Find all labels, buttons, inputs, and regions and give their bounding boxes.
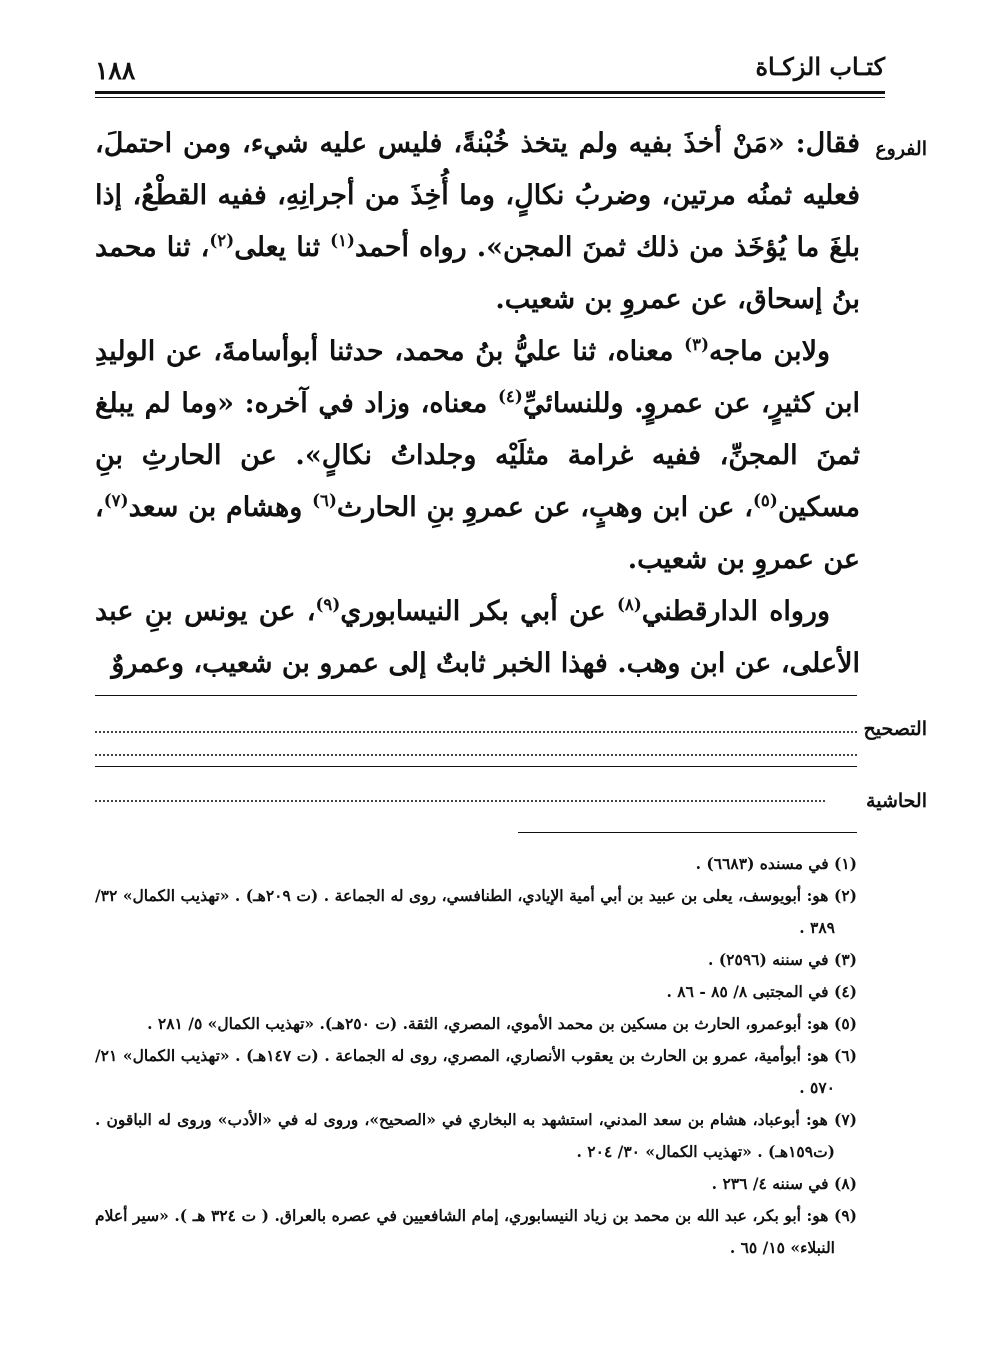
footnote-7: (٧) هو: أبوعباد، هشام بن سعد المدني، استشهد به البخاري في «الصحيح»، وروى له في «الأدب» وروى له الباقون . (ت١٥٩هـ) . «تهذيب الكمال» ٣٠/ ٢٠٤ . <box>95 1110 857 1161</box>
margin-label-furu: الفروع <box>875 138 927 160</box>
paragraph-1: فقال: «مَنْ أخذَ بفيه ولم يتخذ خُبْنةً، فليس عليه شيء، ومن احتملَ، فعليه ثمنُه مرتين، وضربُ نكالٍ، وما أُخِذَ من أجرانِهِ، ففيه القطْعُ، إذا بلغَ ما يُؤخَذ من ذلك ثمنَ المجن». رواه أحمد$^{(١)}$ ثنا يعلى$^{(٢)}$، ثنا محمد بنُ إسحاق، عن عمروِ بن شعيب. <box>95 128 861 315</box>
paragraph-3: ورواه الدارقطني$^{(٨)}$ عن أبي بكر النيسابوري$^{(٩)}$، عن يونس بنِ عبد الأعلى، عن ابن وهب. فهذا الخبر ثابتٌ إلى عمرو بن شعيب، وعمروٌ <box>95 594 860 679</box>
margin-label-tashih: التصحيح <box>863 718 927 740</box>
page-number: ١٨٨ <box>95 56 136 85</box>
footnote-ref-8: (٨) <box>616 594 642 614</box>
footnote-ref-5: (٥) <box>752 490 778 510</box>
footnote-ref-4: (٤) <box>497 386 523 406</box>
footnote-2: (٢) هو: أبويوسف، يعلى بن عبيد بن أبي أمية الإيادي، الطنافسي، روى له الجماعة . (ت ٢٠٩هـ) . «تهذيب الكمال» ٣٢/ ٣٨٩ . <box>95 886 857 937</box>
page-header <box>95 52 885 92</box>
footnote-6: (٦) هو: أبوأمية، عمرو بن الحارث بن يعقوب الأنصاري، المصري، روى له الجماعة . (ت ١٤٧هـ) . «تهذيب الكمال» ٢١/ ٥٧٠ . <box>95 1046 857 1097</box>
header-rule-thin <box>95 97 885 98</box>
footnote-4: (٤) في المجتبى ٨/ ٨٥ - ٨٦ . <box>666 982 857 1001</box>
tashih-dotted-line-2 <box>95 754 857 756</box>
footnote-separator <box>518 832 857 833</box>
footnote-9: (٩) هو: أبو بكر، عبد الله بن محمد بن زياد النيسابوري، إمام الشافعيين في عصره بالعراق. ( ت ٣٢٤ هـ ). «سير أعلام النبلاء» ١٥/ ٦٥ . <box>95 1206 857 1257</box>
running-title: كتـاب الزكـاة <box>755 52 885 81</box>
footnote-ref-3: (٣) <box>684 334 709 354</box>
footnote-ref-6: (٦) <box>312 490 337 510</box>
main-text-end-rule <box>95 695 857 696</box>
footnote-ref-1: (١) <box>330 230 355 250</box>
margin-label-hashiya: الحاشية <box>866 790 927 812</box>
section-rule <box>95 766 857 767</box>
footnote-1: (١) في مسنده (٦٦٨٣) . <box>695 854 857 873</box>
footnote-ref-7: (٧) <box>103 490 129 510</box>
footnote-3: (٣) في سننه (٢٥٩٦) . <box>708 950 857 969</box>
footnotes <box>95 848 857 1264</box>
footnote-ref-2: (٢) <box>209 230 235 250</box>
tashih-dotted-line-1 <box>95 731 857 733</box>
hashiya-dotted-line <box>95 800 825 802</box>
footnote-ref-9: (٩) <box>315 594 341 614</box>
paragraph-2: ولابن ماجه$^{(٣)}$ معناه، ثنا عليُّ بنُ محمد، حدثنا أبوأسامةَ، عن الوليدِ ابن كثيرٍ، عن عمروٍ. وللنسائيِّ$^{(٤)}$ معناه، وزاد في آخره: «وما لم يبلغ ثمنَ المجنِّ، ففيه غرامة مثلَيْه وجلداتُ نكالٍ». عن الحارثِ بنِ مسكين$^{(٥)}$، عن ابن وهبٍ، عن عمروِ بنِ الحارث$^{(٦)}$ وهشام بن سعد$^{(٧)}$، عن عمروِ بن شعيب. <box>95 334 860 575</box>
main-text <box>95 118 860 690</box>
footnote-8: (٨) في سننه ٤/ ٢٣٦ . <box>711 1174 857 1193</box>
header-rule-thick <box>95 91 885 94</box>
footnote-5: (٥) هو: أبوعمرو، الحارث بن مسكين بن محمد الأموي، المصري، الثقة. (ت ٢٥٠هـ). «تهذيب الكمال» ٥/ ٢٨١ . <box>147 1014 857 1033</box>
